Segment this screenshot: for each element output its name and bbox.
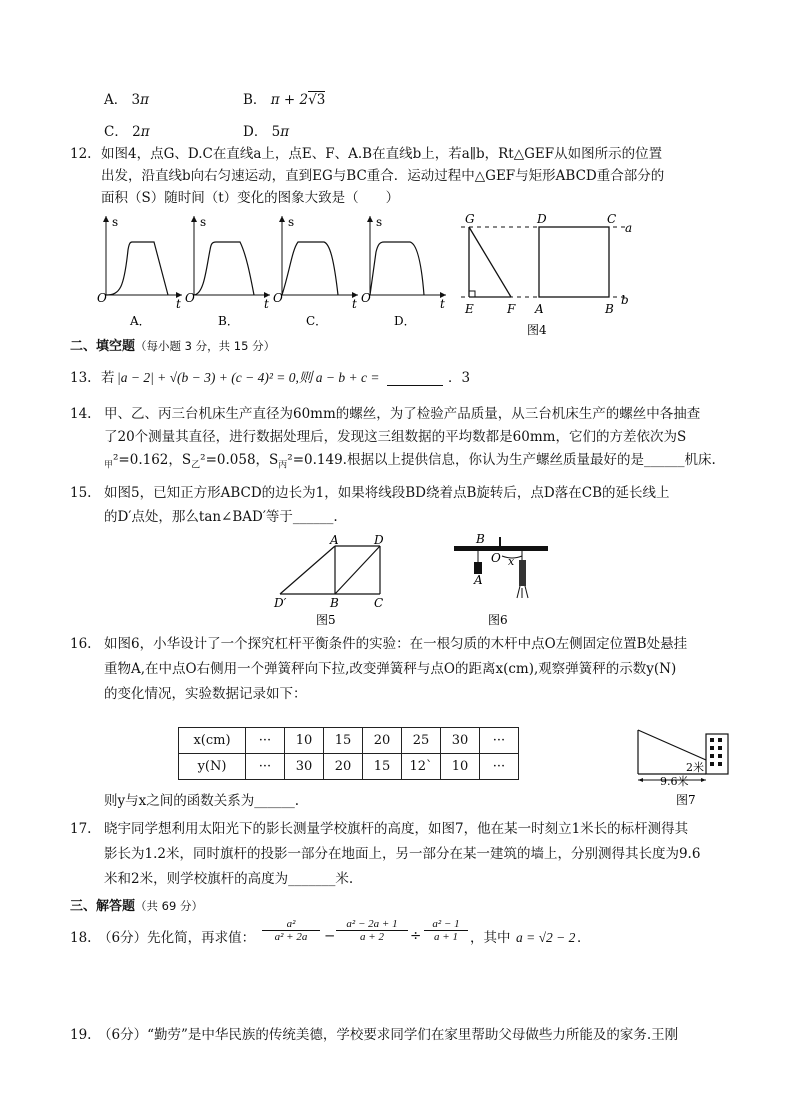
svg-text:O: O — [361, 291, 371, 305]
figure6-caption: 图6 — [488, 613, 508, 627]
svg-text:B: B — [330, 596, 339, 610]
svg-text:O: O — [185, 291, 195, 305]
q16-line3: 的变化情况，实验数据记录如下： — [104, 686, 307, 702]
q18-prefix: （6分）先化简，再求值： — [98, 930, 256, 946]
svg-text:A: A — [330, 534, 339, 547]
axis-t-label: t — [176, 297, 181, 311]
svg-text:D: D — [537, 212, 547, 226]
q12-line1: 如图4，点G、D.C在直线a上，点E、F、A.B在直线b上，若a∥b，Rt△GEF从如图所示的位置 — [101, 146, 663, 162]
q13-number: 13. — [70, 370, 92, 386]
q12-number: 12. — [70, 146, 92, 162]
q16-line2: 重物A,在中点O右侧用一个弹簧秤向下拉,改变弹簧秤与点O的距离x(cm),观察弹簧秤的示数y(N) — [104, 661, 677, 677]
option-c: C． 2π — [104, 124, 150, 140]
q18-fraction1: a² a² + 2a — [262, 918, 320, 943]
q17-line3: 米和2米，则学校旗杆的高度为_______米. — [104, 871, 354, 887]
table-row: x(cm) ··· 10 15 20 25 30 ··· — [179, 728, 519, 754]
svg-text:F: F — [507, 302, 516, 316]
q18-number: 18. — [70, 930, 92, 946]
option-a: A． 3π — [104, 92, 150, 108]
option-b: B． π + 2√3 — [243, 92, 326, 108]
figure4-caption: 图4 — [527, 323, 547, 337]
q17-line2: 影长为1.2米，同时旗杆的投影一部分在地面上，另一部分在某一建筑的墙上，分别测得其长度为9.6 — [104, 846, 701, 862]
q19-line1: （6分）“勤劳”是中华民族的传统美德，学校要求同学们在家里帮助父母做些力所能及的家务.王刚 — [98, 1027, 679, 1043]
section2-heading: 二、填空题（每小题 3 分，共 15 分） — [70, 339, 276, 354]
svg-text:t: t — [440, 297, 445, 311]
q15-number: 15. — [70, 485, 92, 501]
svg-text:C: C — [607, 212, 617, 226]
svg-text:D′: D′ — [274, 596, 287, 610]
svg-text:a: a — [625, 221, 633, 235]
graph-c — [273, 215, 358, 328]
svg-text:t: t — [264, 297, 269, 311]
graph-label-a: A． — [130, 314, 151, 328]
q14-line3: $_甲$²=0.162，$S_乙^2=0.058$，$S_丙^2=0.149$.根据以上提供信息，你认为生产螺丝质量最好的是______机床. — [104, 452, 716, 471]
svg-text:A: A — [535, 302, 544, 316]
svg-text:A: A — [474, 573, 483, 587]
svg-text:s: s — [288, 215, 295, 229]
graph-b — [185, 215, 270, 328]
q13-prefix: 若 — [101, 370, 115, 386]
q15-line2: 的D′点处，那么tan∠BAD′等于______. — [104, 509, 338, 525]
svg-text:G: G — [465, 212, 475, 226]
q12-line3: 面积（S）随时间（t）变化的图象大致是（ ） — [101, 190, 400, 206]
figure7 — [630, 722, 740, 810]
figure4 — [455, 212, 645, 342]
svg-text:D: D — [374, 534, 384, 547]
figure6 — [450, 532, 560, 632]
q19-number: 19. — [70, 1027, 92, 1043]
q14-line1: 甲、乙、丙三台机床生产直径为60mm的螺丝，为了检验产品质量，从三台机床生产的螺丝中各抽查 — [104, 406, 701, 422]
q18-condition: a = √2 − 2 — [516, 930, 576, 945]
q17-number: 17. — [70, 821, 92, 837]
q16-line4: 则y与x之间的函数关系为______. — [104, 793, 300, 809]
q12-graphs — [92, 210, 462, 330]
q18-fraction3: a² − 1 a + 1 — [424, 918, 468, 943]
svg-text:x: x — [508, 555, 515, 568]
axis-s-label: s — [112, 215, 119, 229]
q13-expression: |a − 2| + √(b − 3) + (c − 4)² = 0,则 a − b + c = — [117, 370, 380, 385]
figure7-label-2m: 2米 — [686, 761, 704, 774]
q16-number: 16. — [70, 636, 92, 652]
svg-text:E: E — [465, 302, 474, 316]
graph-label-d: D． — [394, 314, 416, 328]
q14-number: 14. — [70, 406, 92, 422]
svg-text:b: b — [621, 293, 629, 307]
graph-d — [361, 215, 446, 328]
q15-line1: 如图5，已知正方形ABCD的边长为1，如果将线段BD绕着点B旋转后，点D落在CB的延长线上 — [104, 485, 670, 501]
graph-a — [97, 215, 182, 328]
svg-text:C: C — [374, 596, 384, 610]
section3-heading: 三、解答题（共 69 分） — [70, 899, 203, 914]
figure5 — [270, 534, 400, 629]
svg-text:s: s — [200, 215, 207, 229]
option-d: D． 5π — [243, 124, 290, 140]
q12-line2: 出发，沿直线b向右匀速运动，直到EG与BC重合．运动过程中△GEF与矩形ABCD重合部分的 — [101, 168, 665, 184]
svg-text:t: t — [352, 297, 357, 311]
figure7-caption: 图7 — [676, 793, 696, 807]
svg-text:s: s — [376, 215, 383, 229]
svg-text:B: B — [476, 532, 485, 546]
svg-text:O: O — [491, 551, 501, 565]
graph-label-c: C． — [306, 314, 328, 328]
q13-suffix: ．3 — [448, 370, 471, 386]
q18-fraction2: a² − 2a + 1 a + 2 — [336, 918, 408, 943]
q16-table — [178, 727, 519, 780]
table-row: y(N) ··· 30 20 15 12` 10 ··· — [179, 754, 519, 780]
q16-line1: 如图6，小华设计了一个探究杠杆平衡条件的实验：在一根匀质的木杆中点O左侧固定位置B处悬挂 — [104, 636, 688, 652]
svg-text:O: O — [273, 291, 283, 305]
figure5-caption: 图5 — [316, 613, 336, 627]
q14-line2: 了20个测量其直径，进行数据处理后，发现这三组数据的平均数都是60mm，它们的方差依次为S — [104, 429, 687, 445]
q13-blank — [387, 385, 443, 386]
q17-line1: 晓宇同学想利用太阳光下的影长测量学校旗杆的高度，如图7，他在某一时刻立1米长的标杆测得其 — [104, 821, 689, 837]
graph-label-b: B． — [218, 314, 239, 328]
svg-text:B: B — [605, 302, 614, 316]
origin-label: O — [97, 291, 107, 305]
figure7-label-96m: 9.6米 — [660, 775, 689, 788]
